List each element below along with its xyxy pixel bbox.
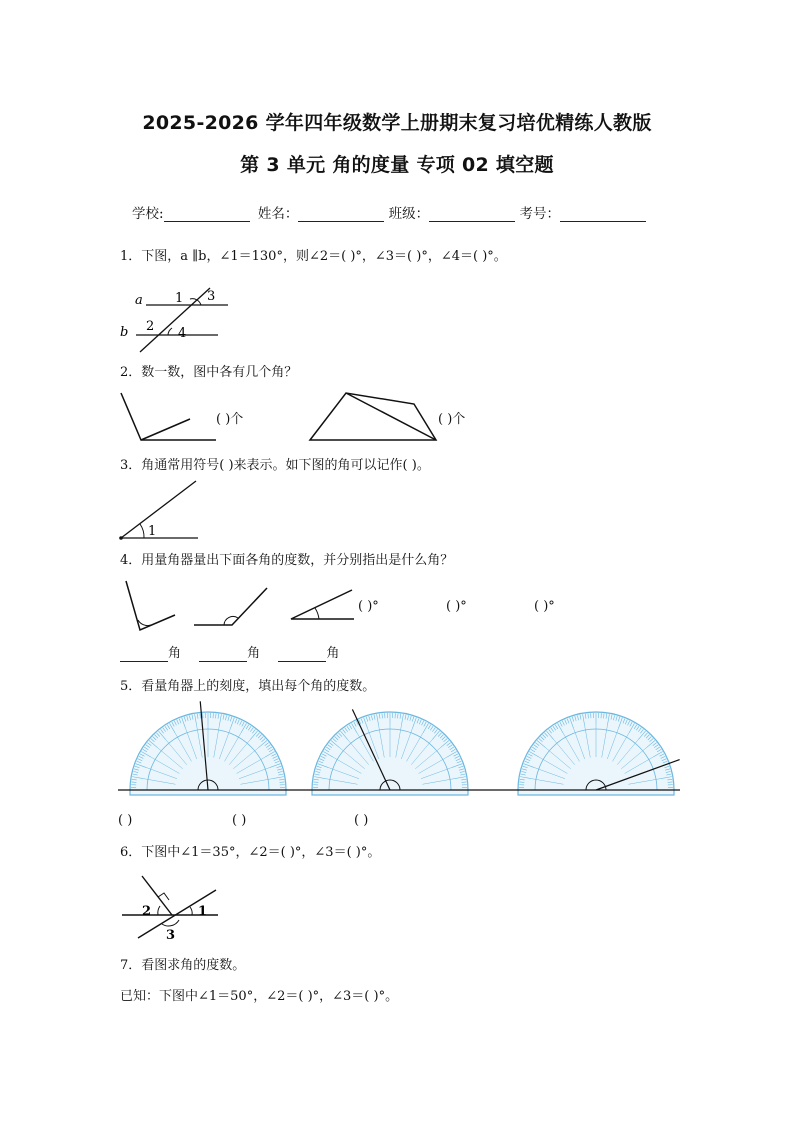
exam-no-label: 考号：: [519, 206, 560, 222]
q5-answer-blank-1[interactable]: ( ): [118, 813, 133, 828]
label-angle-4: 4: [178, 326, 187, 341]
label-angle-3: 3: [207, 289, 216, 304]
class-label: 班级：: [388, 206, 430, 222]
q5-answer-blank-3[interactable]: ( ): [354, 813, 369, 828]
school-label: 学校:: [132, 206, 164, 222]
label-angle-1-q6: 1: [198, 904, 208, 919]
question-1-text: 1．下图，a ∥b，∠1＝130°，则∠2＝( )°，∠3＝( )°，∠4＝( )°。: [120, 249, 507, 264]
page-title: 2025-2026 学年四年级数学上册期末复习培优精练人教版: [142, 112, 652, 134]
q4-type-suffix-3: 角: [326, 646, 340, 661]
label-a: a: [135, 293, 143, 308]
page-subtitle: 第 3 单元 角的度量 专项 02 填空题: [240, 154, 554, 176]
q4-degree-blank-2[interactable]: ( )°: [446, 599, 467, 614]
question-4-text: 4．用量角器量出下面各角的度数，并分别指出是什么角？: [120, 553, 454, 568]
name-label: 姓名：: [257, 206, 299, 222]
q2-answer-blank-1[interactable]: ( )个: [216, 412, 244, 427]
label-angle-2-q6: 2: [142, 904, 152, 919]
label-angle-1: 1: [175, 291, 184, 306]
intersecting-lines-figure: [120, 872, 225, 942]
question-5-text: 5．看量角器上的刻度，填出每个角的度数。: [120, 679, 376, 694]
label-angle-2: 2: [146, 319, 155, 334]
q4-type-suffix-1: 角: [168, 646, 182, 661]
question-3-text: 3．角通常用符号( )来表示。如下图的角可以记作( )。: [120, 458, 430, 473]
label-angle-1-q3: 1: [148, 524, 157, 539]
label-b: b: [120, 325, 129, 340]
q4-degree-blank-1[interactable]: ( )°: [358, 599, 379, 614]
q4-degree-blank-3[interactable]: ( )°: [534, 599, 555, 614]
question-7-sub-text: 已知：下图中∠1＝50°，∠2＝( )°，∠3＝( )°。: [120, 989, 399, 1004]
question-7-text: 7．看图求角的度数。: [120, 958, 246, 973]
q4-type-suffix-2: 角: [247, 646, 261, 661]
question-2-text: 2．数一数，图中各有几个角？: [120, 365, 298, 380]
question-6-text: 6．下图中∠1＝35°，∠2＝( )°，∠3＝( )°。: [120, 845, 381, 860]
label-angle-3-q6: 3: [166, 928, 176, 943]
q2-answer-blank-2[interactable]: ( )个: [438, 412, 466, 427]
q5-answer-blank-2[interactable]: ( ): [232, 813, 247, 828]
